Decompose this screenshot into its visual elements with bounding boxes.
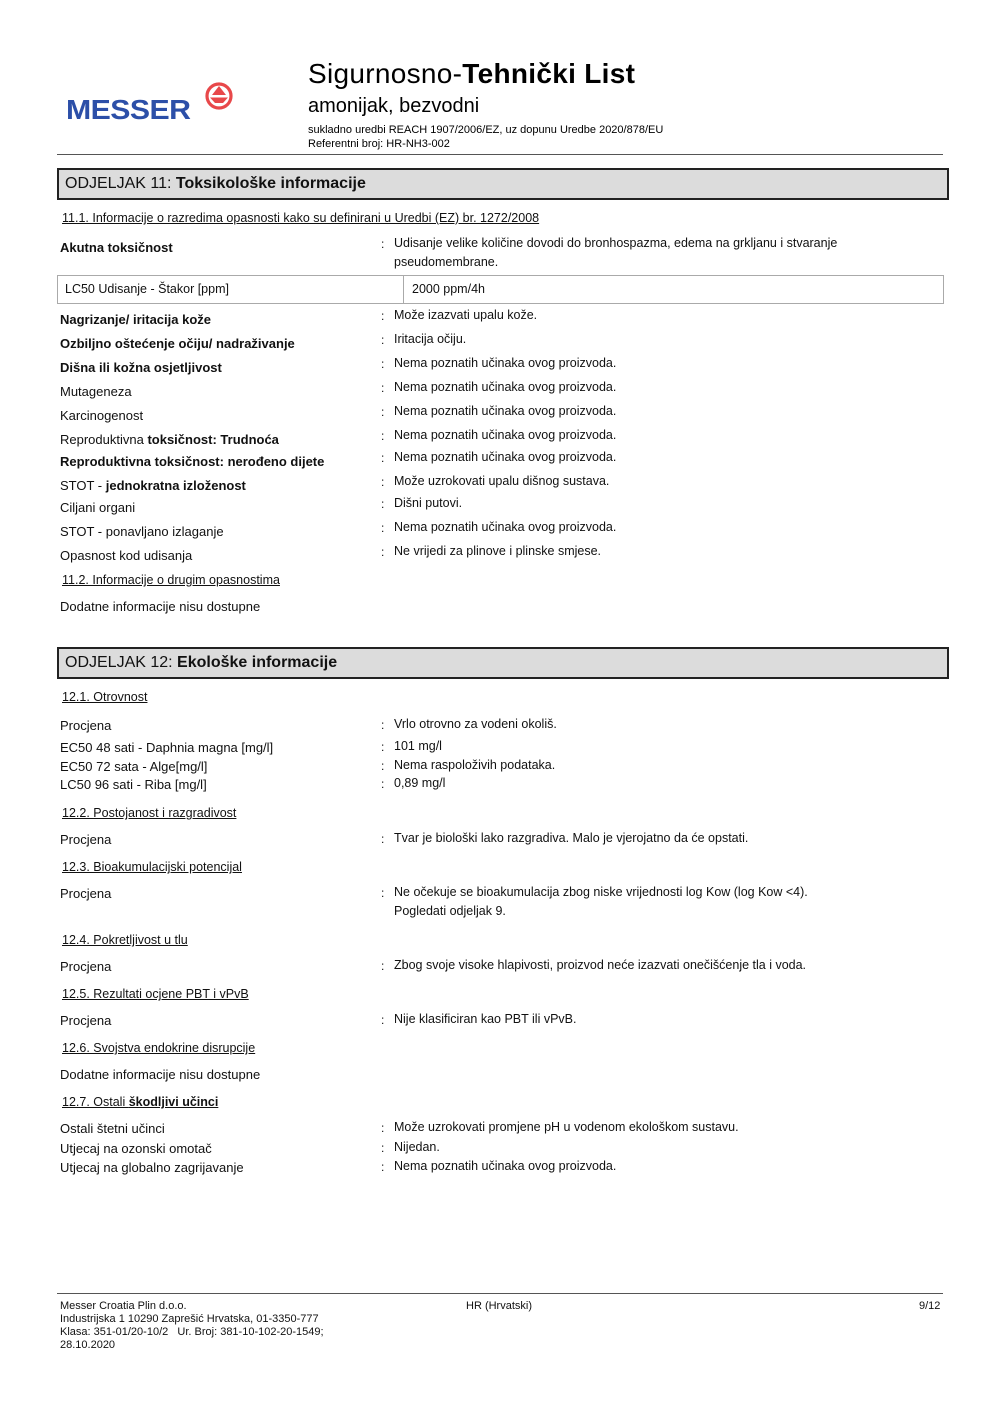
colon: : [381,381,385,395]
row-label: Utjecaj na globalno zagrijavanje [60,1160,244,1175]
label-plain: Karcinogenost [60,408,144,423]
section-prefix: ODJELJAK 11: [65,175,176,192]
colon: : [381,777,385,791]
label-plain: Mutageneza [60,384,132,399]
subsection-bold: škodljivi učinci [128,1095,219,1109]
colon: : [381,1160,385,1174]
label-bold: Dišna ili kožna osjetljivost [60,360,222,375]
toxicity-row-value: Nema poznatih učinaka ovog proizvoda. [394,380,617,394]
row-label: Procjena [60,959,112,974]
footer-divider [57,1293,943,1294]
row-label: Ostali štetni učinci [60,1121,165,1136]
footer-klasa: Klasa: 351-01/20-10/2 Ur. Broj: 381-10-102-20-1549; [60,1326,324,1338]
messer-logo [66,82,236,128]
row-label: Procjena [60,1013,112,1028]
product-name: amonijak, bezvodni [308,95,480,117]
section-11-header [57,168,949,200]
colon: : [381,497,385,511]
footer-company-info [60,1300,324,1352]
section-12-header [57,647,949,679]
label-plain: STOT - [60,478,106,493]
footer-date: 28.10.2020 [60,1339,116,1351]
table-cell-value: 2000 ppm/4h [412,282,485,296]
subsection-12-3: 12.3. Bioakumulacijski potencijal [62,860,242,874]
label-plain: STOT - ponavljano izlaganje [60,524,224,539]
regulation-info [308,123,663,151]
colon: : [381,886,385,900]
subsection-12-4: 12.4. Pokretljivost u tlu [62,933,188,947]
toxicity-row-label [60,478,246,493]
row-value-line: Pogledati odjeljak 9. [394,904,506,918]
colon: : [381,1121,385,1135]
label-bold: Nagrizanje/ iritacija kože [60,312,212,327]
row-value: 0,89 mg/l [394,776,446,790]
row-label: Utjecaj na ozonski omotač [60,1141,212,1156]
colon: : [381,959,385,973]
colon: : [381,1013,385,1027]
toxicity-row-label [60,454,324,469]
row-value: Nema raspoloživih podataka. [394,758,556,772]
title-bold: Tehnički List [462,58,636,89]
colon: : [381,429,385,443]
colon: : [381,832,385,846]
page-number: 9/12 [919,1300,941,1312]
row-label: Procjena [60,886,112,901]
toxicity-row-label [60,336,295,351]
toxicity-row-value: Dišni putovi. [394,496,463,510]
toxicity-row-label [60,524,224,539]
toxicity-row-value: Može uzrokovati upalu dišnog sustava. [394,474,610,488]
acute-toxicity-value: Udisanje velike količine dovodi do bronhospazma, edema na grkljanu i stvaranje pseudomembrane. [394,236,838,269]
no-info-text: Dodatne informacije nisu dostupne [60,1067,261,1082]
section-title: Ekološke informacije [177,654,338,671]
colon: : [381,309,385,323]
section-prefix: ODJELJAK 12: [65,654,178,671]
colon: : [381,451,385,465]
toxicity-row-label [60,312,211,327]
row-value-line: Ne očekuje se bioakumulacija zbog niske vrijednosti log Kow (log Kow <4). [394,885,808,899]
colon: : [381,405,385,419]
toxicity-row-value: Nema poznatih učinaka ovog proizvoda. [394,450,617,464]
row-value: Nema poznatih učinaka ovog proizvoda. [394,1159,617,1173]
section-title: Toksikološke informacije [175,175,366,192]
colon: : [381,521,385,535]
label-plain: Opasnost kod udisanja [60,548,193,563]
subsection-plain: 12.7. Ostali [62,1095,129,1109]
colon: : [381,740,385,754]
subsection-12-7 [62,1095,218,1109]
toxicity-row-value: Nema poznatih učinaka ovog proizvoda. [394,520,617,534]
toxicity-row-label [60,408,143,423]
label-bold: toksičnost: Trudnoća [147,432,279,447]
toxicity-row-label [60,432,279,447]
label-bold: Ozbiljno oštećenje očiju/ nadraživanje [60,336,295,351]
no-info-text: Dodatne informacije nisu dostupne [60,599,261,614]
table-cell-label: LC50 Udisanje - Štakor [ppm] [58,276,404,303]
subsection-11-1: 11.1. Informacije o razredima opasnosti kako su definirani u Uredbi (EZ) br. 1272/2008 [62,211,540,225]
colon: : [381,333,385,347]
row-value: Može uzrokovati promjene pH u vodenom ekološkom sustavu. [394,1120,739,1134]
colon: : [381,1141,385,1155]
colon: : [381,475,385,489]
label-plain: Reproduktivna [60,432,148,447]
title-prefix: Sigurnosno- [308,58,463,89]
toxicity-row-label [60,500,135,515]
acute-toxicity-label: Akutna toksičnost [60,240,173,255]
document-title [308,58,635,90]
footer-address: Industrijska 1 10290 Zaprešić Hrvatska, 01-3350-777 [60,1313,319,1325]
toxicity-row-label [60,384,132,399]
row-value: Tvar je biološki lako razgradiva. Malo je vjerojatno da će opstati. [394,831,749,845]
subsection-12-5: 12.5. Rezultati ocjene PBT i vPvB [62,987,249,1001]
toxicity-row-value: Ne vrijedi za plinove i plinske smjese. [394,544,602,558]
colon: : [381,357,385,371]
row-value: 101 mg/l [394,739,442,753]
row-value: Nije klasificiran kao PBT ili vPvB. [394,1012,577,1026]
colon: : [381,718,385,732]
row-value: Nijedan. [394,1140,440,1154]
toxicity-row-value: Nema poznatih učinaka ovog proizvoda. [394,404,617,418]
colon: : [381,237,385,251]
row-label: EC50 72 sata - Alge[mg/l] [60,759,208,774]
colon: : [381,545,385,559]
colon: : [381,759,385,773]
row-value: Zbog svoje visoke hlapivosti, proizvod neće izazvati onečišćenje tla i voda. [394,958,807,972]
label-bold: jednokratna izloženost [105,478,246,493]
row-label: Procjena [60,832,112,847]
label-plain: Ciljani organi [60,500,136,515]
subsection-12-6: 12.6. Svojstva endokrine disrupcije [62,1041,256,1055]
lc50-table [57,275,944,304]
row-value: Vrlo otrovno za vodeni okoliš. [394,717,557,731]
row-label: EC50 48 sati - Daphnia magna [mg/l] [60,740,274,755]
toxicity-row-label [60,548,192,563]
logo-text: MESSER [66,94,191,125]
toxicity-row-value: Iritacija očiju. [394,332,467,346]
label-bold: Reproduktivna toksičnost: nerođeno dijete [60,454,325,469]
messer-logo-icon [205,82,233,110]
row-label: Procjena [60,718,112,733]
row-value [394,883,934,921]
footer-language: HR (Hrvatski) [466,1300,532,1312]
regulation-text: sukladno uredbi REACH 1907/2006/EZ, uz dopunu Uredbe 2020/878/EU [308,124,664,136]
subsection-11-2: 11.2. Informacije o drugim opasnostima [62,573,280,587]
header-divider [57,154,943,155]
toxicity-row-value: Nema poznatih učinaka ovog proizvoda. [394,428,617,442]
toxicity-row-value: Može izazvati upalu kože. [394,308,538,322]
footer-company: Messer Croatia Plin d.o.o. [60,1300,187,1312]
reference-number: Referentni broj: HR-NH3-002 [308,138,450,150]
row-label: LC50 96 sati - Riba [mg/l] [60,777,207,792]
toxicity-row-value: Nema poznatih učinaka ovog proizvoda. [394,356,617,370]
subsection-12-2: 12.2. Postojanost i razgradivost [62,806,237,820]
subsection-12-1: 12.1. Otrovnost [62,690,148,704]
toxicity-row-label [60,360,222,375]
